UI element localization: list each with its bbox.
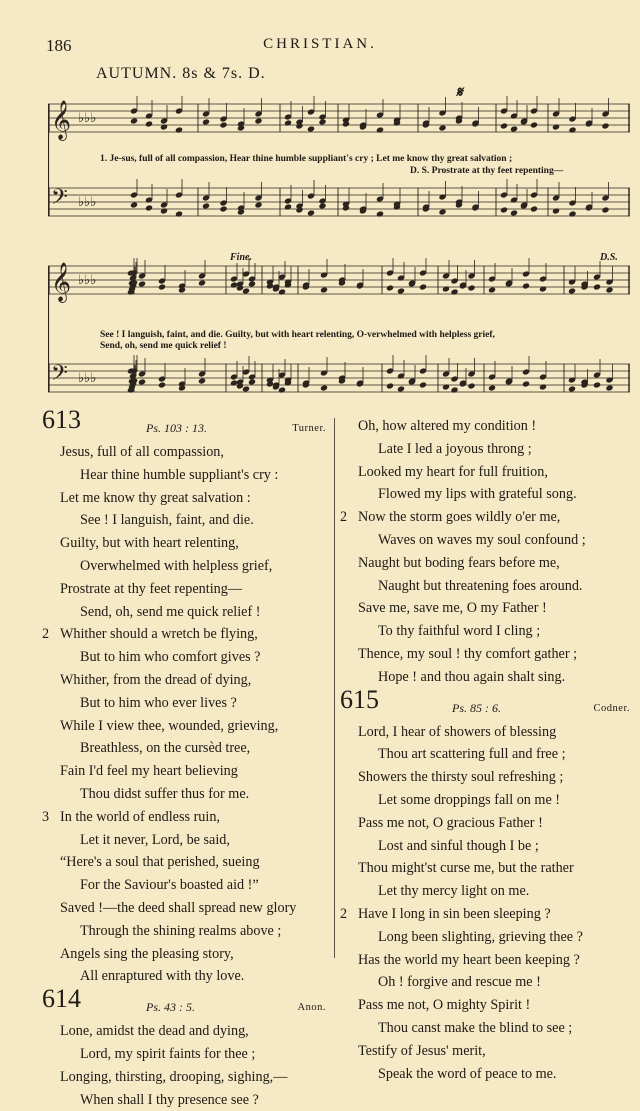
key-signature-icon: ♭♭♭ — [78, 273, 97, 288]
line-text: Send, oh, send me quick relief ! — [80, 603, 261, 620]
line-text: Hope ! and thou again shalt sing. — [378, 668, 566, 685]
line-text: Naught but threatening foes around. — [378, 577, 583, 594]
hymn-line — [42, 737, 332, 760]
system-1-ds-lyric: D. S. Prostrate at thy feet repenting— — [410, 166, 564, 176]
hymn-line — [340, 812, 630, 835]
hymn-line — [42, 1066, 332, 1089]
segno-mark: 𝄋 — [456, 85, 463, 101]
scripture-reference: Ps. 43 : 5. — [146, 1000, 195, 1015]
hymn-line — [340, 789, 630, 812]
hymn-line — [340, 721, 630, 744]
hymn-header — [42, 984, 332, 1020]
hymn-line — [42, 715, 332, 738]
hymn-line — [340, 743, 630, 766]
hymn-line — [42, 509, 332, 532]
left-column — [42, 405, 332, 1111]
line-text: Let me know thy great salvation : — [60, 489, 251, 506]
hymn-line — [340, 835, 630, 858]
hymn-line — [340, 438, 630, 461]
line-text: Now the storm goes wildly o'er me, — [358, 509, 561, 526]
line-text: Prostrate at thy feet repenting— — [60, 580, 243, 597]
hymn-line — [42, 441, 332, 464]
hymn-line — [340, 506, 630, 529]
hymn-number: 614 — [42, 984, 81, 1014]
hymn-line — [42, 487, 332, 510]
hymn-line — [42, 806, 332, 829]
hymn-line — [340, 575, 630, 598]
composer-name: Codner. — [593, 702, 630, 714]
hymn-line — [42, 783, 332, 806]
line-text: Lord, my spirit faints for thee ; — [80, 1045, 256, 1062]
line-text: Let some droppings fall on me ! — [378, 791, 561, 808]
line-text: Overwhelmed with helpless grief, — [80, 557, 273, 574]
line-text: Oh, how altered my condition ! — [358, 418, 537, 434]
hymn-line — [340, 620, 630, 643]
line-text: Naught but boding fears before me, — [358, 554, 560, 571]
hymn-line — [42, 669, 332, 692]
line-text: Longing, thirsting, drooping, sighing,— — [60, 1068, 288, 1085]
line-text: While I view thee, wounded, grieving, — [60, 717, 279, 734]
hymn-line — [42, 692, 332, 715]
music-system-1 — [48, 85, 630, 246]
music-system-2 — [48, 252, 630, 408]
line-text: Whither should a wretch be flying, — [60, 626, 258, 643]
line-text: Long been slighting, grieving thee ? — [378, 928, 583, 945]
line-text: Fain I'd feel my heart believing — [60, 763, 238, 780]
line-text: But to him who ever lives ? — [80, 694, 237, 711]
line-text: All enraptured with thy love. — [80, 968, 245, 985]
hymn-line — [42, 897, 332, 920]
hymn-line — [42, 965, 332, 988]
system-2-lyric: See ! I languish, faint, and die. Guilty, but with heart relenting, O-verwhelmed with helpless grief, — [100, 330, 495, 340]
line-text: Flowed my lips with grateful song. — [378, 486, 577, 503]
hymn-line — [42, 943, 332, 966]
hymn-header — [42, 405, 332, 441]
hymn-line — [42, 829, 332, 852]
treble-clef-icon: 𝄞 — [51, 262, 72, 302]
key-signature-icon: ♭♭♭ — [78, 111, 97, 126]
ds-mark: D.S. — [600, 252, 618, 263]
line-text: Pass me not, O mighty Spirit ! — [358, 997, 531, 1014]
line-text: See ! I languish, faint, and die. — [80, 512, 254, 529]
system-1-lyric: 1. Je-sus, full of all compassion, Hear thine humble suppliant's cry ; Let me know thy great salvation ; — [100, 154, 513, 164]
hymn-line — [340, 880, 630, 903]
composer-name: Turner. — [292, 423, 326, 434]
line-text: Looked my heart for full fruition, — [358, 463, 548, 480]
line-text: Lost and sinful though I be ; — [378, 837, 539, 854]
column-divider — [334, 418, 335, 958]
line-text: Angels sing the pleasing story, — [60, 945, 234, 962]
hymn-line — [42, 1043, 332, 1066]
line-text: Has the world my heart been keeping ? — [358, 951, 580, 968]
hymn-line — [340, 857, 630, 880]
hymn-header — [340, 684, 630, 721]
hymn-line — [340, 461, 630, 484]
hymn-line — [340, 1040, 630, 1063]
line-text: Whither, from the dread of dying, — [60, 671, 252, 688]
hymn-line — [340, 1017, 630, 1040]
verse-number: 2 — [42, 626, 50, 643]
line-text: Jesus, full of all compassion, — [60, 444, 224, 460]
page-number: 186 — [46, 36, 72, 55]
hymn-line — [340, 415, 630, 438]
hymn-line — [340, 643, 630, 666]
line-text: But to him who comfort gives ? — [80, 649, 261, 666]
hymn-line — [42, 532, 332, 555]
line-text: Thou art scattering full and free ; — [378, 746, 566, 763]
hymn-line — [340, 926, 630, 949]
line-text: Late I led a joyous throng ; — [378, 440, 532, 457]
key-signature-icon: ♭♭♭ — [78, 195, 97, 210]
bass-clef-icon: 𝄢 — [51, 361, 68, 391]
hymn-line — [42, 851, 332, 874]
line-text: Let thy mercy light on me. — [378, 883, 530, 900]
hymn-line — [340, 597, 630, 620]
hymn-line — [42, 623, 332, 646]
hymn-number: 615 — [340, 684, 379, 714]
line-text: Through the shining realms above ; — [80, 922, 282, 939]
hymn-line — [340, 994, 630, 1017]
line-text: When shall I thy presence see ? — [80, 1091, 259, 1108]
line-text: “Here's a soul that perished, sueing — [60, 854, 260, 871]
hymn-line — [42, 601, 332, 624]
hymn-line — [42, 760, 332, 783]
hymn-line — [42, 874, 332, 897]
line-text: Guilty, but with heart relenting, — [60, 535, 239, 552]
right-column — [340, 415, 630, 1085]
line-text: Save me, save me, O my Father ! — [358, 600, 547, 617]
verse-number: 2 — [340, 509, 348, 526]
hymn-line — [42, 920, 332, 943]
key-signature-icon: ♭♭♭ — [78, 371, 97, 386]
line-text: Thou canst make the blind to see ; — [378, 1019, 573, 1036]
hymn-number: 613 — [42, 405, 81, 434]
line-text: Testify of Jesus' merit, — [358, 1042, 486, 1059]
line-text: Hear thine humble suppliant's cry : — [80, 466, 279, 483]
composer-name: Anon. — [297, 1002, 326, 1014]
line-text: Lone, amidst the dead and dying, — [60, 1023, 249, 1040]
tune-title: AUTUMN. 8s & 7s. D. — [96, 65, 266, 82]
system-2-lyric-b: Send, oh, send me quick relief ! — [100, 341, 227, 351]
scripture-reference: Ps. 85 : 6. — [452, 700, 501, 715]
hymn-line — [340, 529, 630, 552]
hymn-line — [340, 483, 630, 506]
scripture-reference: Ps. 103 : 13. — [146, 421, 207, 435]
hymn-line — [42, 578, 332, 601]
line-text: For the Saviour's boasted aid !” — [80, 877, 259, 894]
line-text: Waves on waves my soul confound ; — [378, 531, 586, 548]
line-text: Let it never, Lord, be said, — [80, 831, 230, 848]
line-text: Thou might'st curse me, but the rather — [358, 860, 574, 877]
line-text: Oh ! forgive and rescue me ! — [378, 974, 541, 991]
hymn-line — [42, 1089, 332, 1111]
bass-clef-icon: 𝄢 — [51, 185, 68, 215]
line-text: Thence, my soul ! thy comfort gather ; — [358, 645, 578, 662]
treble-clef-icon: 𝄞 — [51, 100, 72, 140]
line-text: Pass me not, O gracious Father ! — [358, 814, 543, 831]
line-text: Breathless, on the cursèd tree, — [80, 740, 251, 757]
hymn-line — [42, 1020, 332, 1043]
line-text: Showers the thirsty soul refreshing ; — [358, 769, 564, 786]
hymn-line — [340, 552, 630, 575]
line-text: Saved !—the deed shall spread new glory — [60, 899, 297, 916]
hymn-line — [42, 464, 332, 487]
fine-mark: Fine. — [230, 252, 252, 263]
hymn-line — [340, 766, 630, 789]
hymn-line — [340, 1063, 630, 1086]
hymn-line — [340, 903, 630, 926]
hymn-line — [340, 666, 630, 689]
line-text: Thou didst suffer thus for me. — [80, 785, 250, 802]
line-text: In the world of endless ruin, — [60, 808, 220, 825]
hymn-line — [42, 555, 332, 578]
hymn-line — [340, 949, 630, 972]
line-text: Lord, I hear of showers of blessing — [358, 723, 557, 740]
running-head: CHRISTIAN. — [263, 36, 377, 52]
hymn-line — [42, 646, 332, 669]
line-text: Have I long in sin been sleeping ? — [358, 905, 551, 922]
line-text: To thy faithful word I cling ; — [378, 623, 541, 640]
line-text: Speak the word of peace to me. — [378, 1065, 557, 1082]
verse-number: 2 — [340, 905, 348, 922]
verse-number: 3 — [42, 808, 50, 825]
